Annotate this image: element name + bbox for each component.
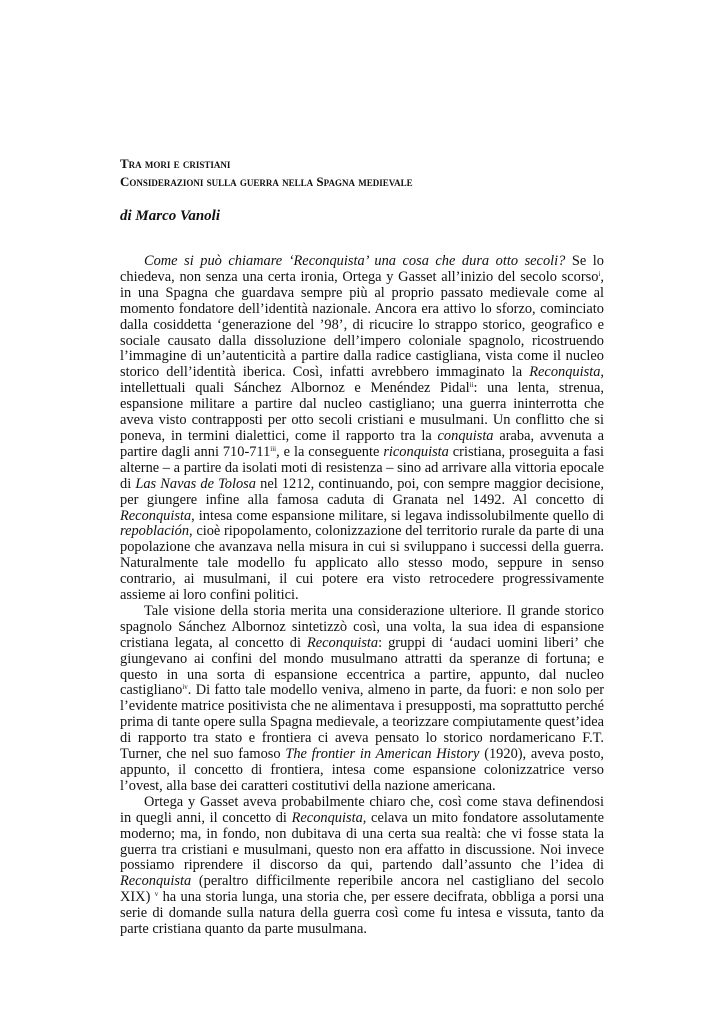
article-body <box>120 254 604 938</box>
text-span: (1920), aveva posto, appunto, il concetto di frontiera, intesa come espansione colonizzatrice verso l’ovest, alla base dei caratteri costitutivi della nazione americana. <box>120 746 604 794</box>
text-span: , intesa come espansione militare, si legava indissolubilmente quello di <box>191 507 604 524</box>
author-byline: di Marco Vanoli <box>120 208 221 224</box>
text-span: araba, avvenuta a partire dagli anni 710-711 <box>120 427 604 460</box>
text-span: . Di fatto tale modello veniva, almeno in parte, da fuori: e non solo per l’evidente matrice positivista che ne alimentava i presupposti, ma soprattutto perché prima di tante opere sulla Spagna medievale, a teorizzare compiutamente quest’idea di rapporto tra stato e frontiera ci aveva pensato lo storico nordamericano F.T. Turner, che nel suo famoso <box>120 682 604 763</box>
text-span: nel 1212, continuando, poi, con sempre maggior decisione, per giungere infine alla famosa caduta di Granata nel 1492. Al concetto di <box>120 475 604 508</box>
italic-term: Las Navas de Tolosa <box>135 475 256 492</box>
italic-term: Reconquista <box>529 364 601 381</box>
paragraph-2 <box>120 604 604 795</box>
title-line-1: Tra mori e cristiani <box>120 156 231 171</box>
text-span: Tale visione della storia merita una considerazione ulteriore. Il grande storico spagnolo Sánchez Albornoz sintetizzò così, una volta, la sua idea di espansione cristiana legata, al concetto di <box>120 602 604 651</box>
footnote-ref[interactable]: ii <box>469 381 474 390</box>
footnote-ref[interactable]: v <box>154 890 159 899</box>
italic-term: Reconquista <box>306 634 379 651</box>
footnote-ref[interactable]: i <box>598 269 601 278</box>
footnote-ref[interactable]: iii <box>270 444 277 453</box>
text-span: : una lenta, strenua, espansione militare a partire dal nucleo castigliano; una guerra ininterrotta che aveva visto contrapposti per otto secoli cristiani e musulmani. Un conflitto che si poneva, in termini dialettici, come il rapporto tra la <box>120 380 604 444</box>
footnote-ref[interactable]: iv <box>182 683 188 692</box>
italic-term: Reconquista <box>120 873 192 890</box>
italic-term: conquista <box>437 427 494 444</box>
document-title <box>120 155 413 191</box>
opening-question: Come si può chiamare ‘Reconquista’ una cosa che dura otto secoli? <box>144 253 566 269</box>
paragraph-1 <box>120 254 604 604</box>
title-line-2: Considerazioni sulla guerra nella Spagna medievale <box>120 174 413 189</box>
text-span: Ortega y Gasset aveva probabilmente chiaro che, così come stava definendosi in quegli anni, il concetto di <box>120 793 604 826</box>
italic-term: Reconquista <box>120 507 192 524</box>
text-span: , celava un mito fondatore assolutamente moderno; ma, in fondo, non dubitava di una certa sua realtà: che vi fosse stata la guerra tra cristiani e musulmani, questo non era affatto in discussione. Noi invece possiamo riprendere il discorso da qui, partendo dall’assunto che l’idea di <box>120 809 604 874</box>
book-title: The frontier in American History <box>285 746 480 763</box>
text-span: (peraltro difficilmente reperibile ancora nel castigliano del secolo XIX) <box>120 873 604 906</box>
text-span: , e la conseguente <box>276 443 384 460</box>
italic-term: repoblación <box>120 523 190 540</box>
italic-term: Reconquista <box>291 809 363 826</box>
text-span: ha una storia lunga, una storia che, per essere decifrata, obbliga a porsi una serie di domande sulla natura della guerra così come fu intesa e vissuta, tanto da parte cristiana quanto da parte musulmana. <box>120 889 604 938</box>
text-span: , in una Spagna che guardava sempre più al proprio passato medievale come al momento fondatore dell’identità nazionale. Ancora era attivo lo sforzo, cominciato dalla cosiddetta ‘generazione del ’98’, di ricucire lo strappo storico, geografico e sociale causato dalla dissoluzione dell’impero coloniale spagnolo, ricostruendo l’immagine di un’autenticità a partire dalla radice castigliana, vista come il nucleo storico dell’identità iberica. Così, infatti avrebbero immaginato la <box>120 268 604 381</box>
text-span: Se lo chiedeva, non senza una certa ironia, Ortega y Gasset all’inizio del secolo scorso <box>120 253 605 285</box>
italic-term: riconquista <box>383 443 449 460</box>
text-span: cristiana, proseguita a fasi alterne – a partire da isolati moti di resistenza – sino ad arrivare alla vittoria epocale di <box>120 443 605 492</box>
paragraph-3 <box>120 795 604 938</box>
text-span: , cioè ripopolamento, colonizzazione del territorio rurale da parte di una popolazione che avanzava nella misura in cui si sviluppano i successi della guerra. Naturalmente tale modello fu applicato allo stesso modo, seppure in senso contrario, ai musulmani, il cui potere era visto retrocedere progressivamente assieme ai loro confini politici. <box>120 523 604 604</box>
text-span: : gruppi di ‘audaci uomini liberi’ che giungevano ai confini del mondo musulmano attratti da speranze di fortuna; e questo in una sorta di espansione eccentrica a partire, appunto, dal nucleo castigliano <box>120 634 604 699</box>
text-span: , intellettuali quali Sánchez Albornoz e Menéndez Pidal <box>120 364 604 397</box>
